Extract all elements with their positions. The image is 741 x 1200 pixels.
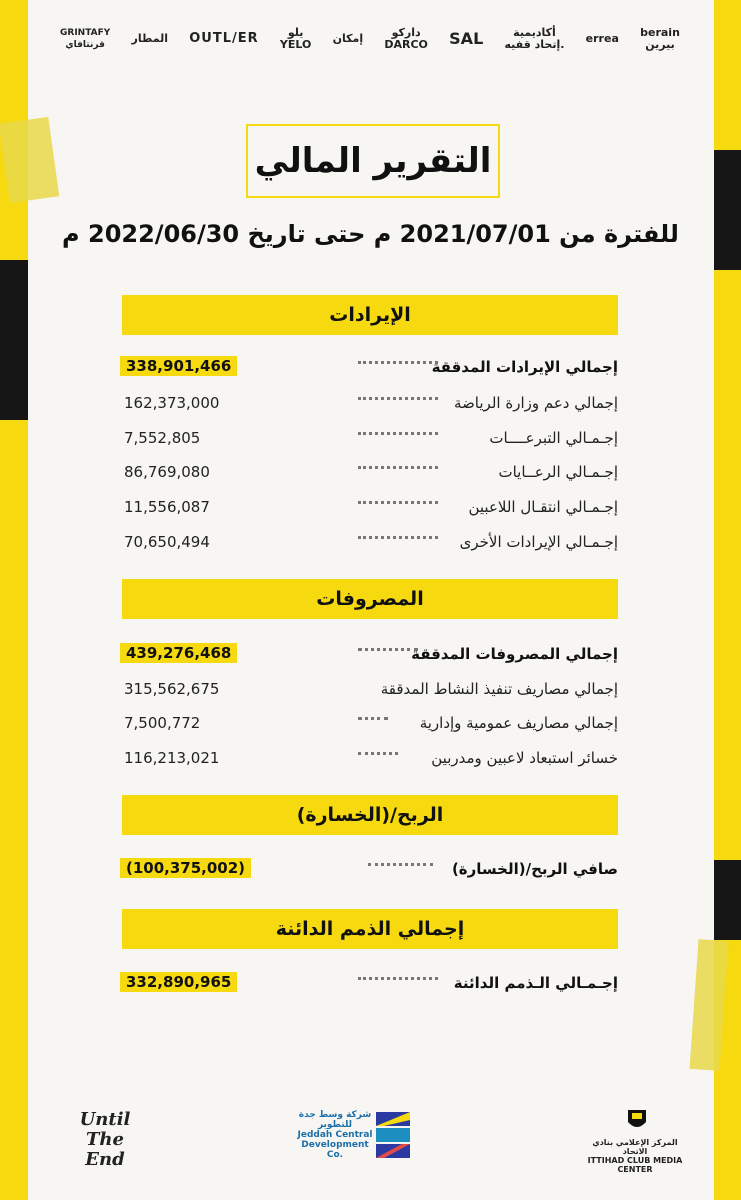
- row-value: 7,500,772: [124, 714, 201, 732]
- row-label: صافي الربح/(الخسارة): [451, 860, 618, 878]
- section-header-profit-loss: الربح/(الخسارة): [122, 795, 618, 835]
- dotted-leader: [358, 977, 438, 980]
- row-value: 70,650,494: [124, 533, 210, 551]
- sponsor-logo-yelo: يلو YELO: [279, 26, 312, 51]
- row-value: (100,375,002): [120, 858, 251, 878]
- revenue-row-ministry-support: [118, 394, 618, 420]
- ittihad-media-center-logo: المركز الإعلامي بنادي الاتحاد ITTIHAD CLUB MEDIA CENTER: [587, 1138, 683, 1174]
- dotted-leader: [358, 648, 418, 651]
- sponsor-logo-grintafy: GRINTAFY قرنتافاي: [60, 28, 111, 50]
- title-box: [246, 124, 500, 198]
- dotted-leader: [358, 397, 438, 400]
- dotted-leader: [358, 752, 398, 755]
- row-label: خسائر استبعاد لاعبين ومدربين: [431, 749, 618, 767]
- dotted-leader: [358, 501, 438, 504]
- sponsor-logo-sal: SAL: [449, 29, 484, 48]
- page-title: التقرير المالي: [254, 141, 492, 181]
- dotted-leader: [358, 361, 438, 364]
- dotted-leader: [368, 863, 433, 866]
- sponsor-logo-errea: errea: [585, 32, 619, 45]
- row-label: إجـمـالي انتقـال اللاعبين: [468, 498, 618, 516]
- revenue-row-player-transfers: [118, 498, 618, 524]
- sponsor-logo-ittihad-academy: أكاديمية إتحاد ﻗﻔﻴﻪ.: [504, 26, 565, 51]
- sponsor-logo-emkan: إمكان: [332, 32, 364, 45]
- row-label: إجـمـالي التبرعــــات: [489, 429, 618, 447]
- row-label: إجـمـالي الرعــايات: [498, 463, 618, 481]
- row-label: إجمالي مصاريف تنفيذ النشاط المدققة: [380, 680, 618, 698]
- row-label: إجمالي المصروفات المدققة: [411, 645, 618, 663]
- report-period: للفترة من 2021/07/01 م حتى تاريخ 2022/06/30 م: [62, 220, 679, 248]
- row-value: 116,213,021: [124, 749, 220, 767]
- row-value: 439,276,468: [120, 643, 237, 663]
- until-the-end-logo: Until The End: [79, 1109, 131, 1170]
- ittihad-crest-icon: [626, 1108, 648, 1132]
- dotted-leader: [358, 432, 438, 435]
- row-value: 7,552,805: [124, 429, 201, 447]
- dotted-leader: [358, 536, 438, 539]
- profit-row-net: [118, 860, 618, 886]
- sponsor-logo-darco: داركو DARCO: [384, 26, 428, 51]
- section-header-liabilities: إجمالي الذمم الدائنة: [122, 909, 618, 949]
- jcd-emblem-icon: [372, 1110, 414, 1162]
- row-label: إجمالي الإيرادات المدققة: [431, 358, 618, 376]
- row-label: إجـمـالي الإيرادات الأخرى: [459, 533, 618, 551]
- revenue-row-other: [118, 533, 618, 559]
- liabilities-row-total: [118, 974, 618, 1000]
- sponsor-bar: [60, 18, 680, 60]
- sponsor-logo-berain: berain بيرين: [640, 26, 680, 51]
- row-label: إجمالي دعم وزارة الرياضة: [454, 394, 618, 412]
- row-value: 11,556,087: [124, 498, 210, 516]
- section-header-revenue: الإيرادات: [122, 295, 618, 335]
- row-label: إجـمـالي الـذمم الدائنة: [453, 974, 618, 992]
- revenue-row-total: [118, 358, 618, 384]
- row-value: 162,373,000: [124, 394, 220, 412]
- expenses-row-activity: [118, 680, 618, 706]
- jeddah-central-development-logo: شركة وسط جدة للتطوير Jeddah Central Development Co.: [297, 1110, 373, 1160]
- row-value: 338,901,466: [120, 356, 237, 376]
- revenue-row-sponsorships: [118, 463, 618, 489]
- revenue-row-donations: [118, 429, 618, 455]
- row-value: 315,562,675: [124, 680, 220, 698]
- expenses-row-player-losses: [118, 749, 618, 775]
- expenses-row-total: [118, 645, 618, 671]
- expenses-row-admin: [118, 714, 618, 740]
- dotted-leader: [358, 717, 388, 720]
- row-label: إجمالي مصاريف عمومية وإدارية: [419, 714, 618, 732]
- dotted-leader: [358, 466, 438, 469]
- section-header-expenses: المصروفات: [122, 579, 618, 619]
- row-value: 332,890,965: [120, 972, 237, 992]
- sponsor-logo-almatar: المطار: [131, 32, 168, 45]
- sponsor-logo-outlier: OUTL/ER: [189, 31, 259, 46]
- row-value: 86,769,080: [124, 463, 210, 481]
